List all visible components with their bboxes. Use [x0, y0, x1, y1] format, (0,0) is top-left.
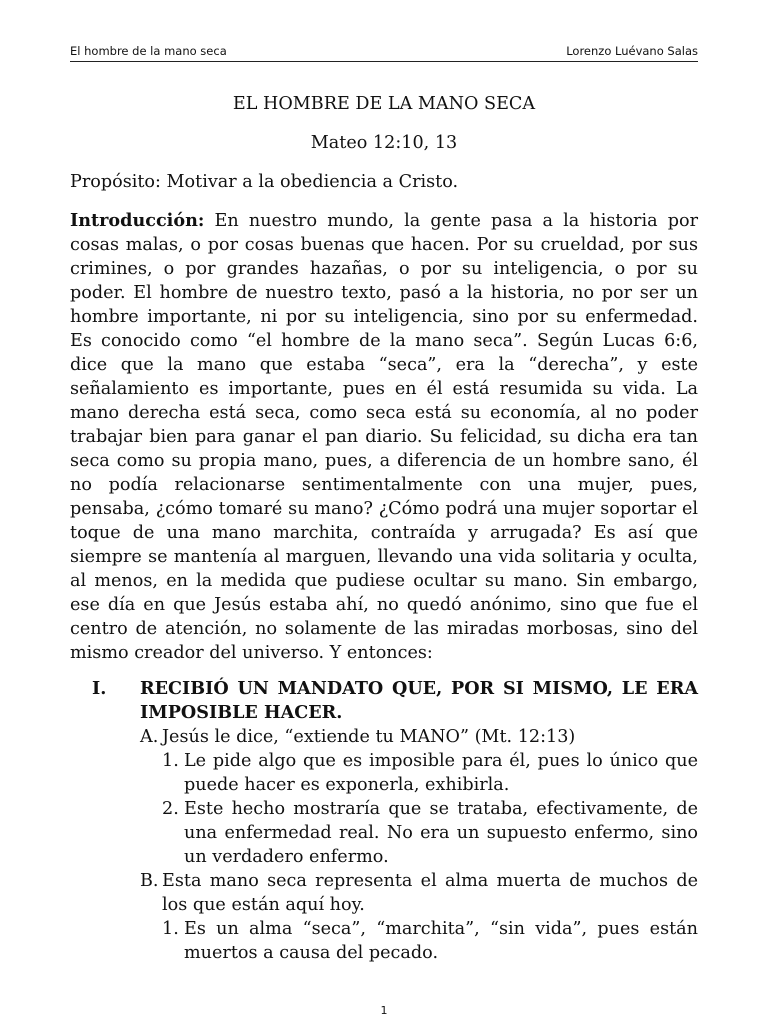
header-author: Lorenzo Luévano Salas — [566, 44, 698, 58]
subpoint-a — [140, 725, 698, 749]
list-item — [162, 749, 698, 797]
introduction-paragraph — [70, 209, 698, 665]
header-doc-title: El hombre de la mano seca — [70, 44, 227, 58]
subpoint-b-text: Esta mano seca representa el alma muerta de muchos de los que están aquí hoy. — [162, 871, 698, 915]
purpose-line: Propósito: Motivar a la obediencia a Cristo. — [70, 172, 459, 192]
intro-label: Introducción: — [70, 210, 205, 231]
subpoint-a-text: Jesús le dice, “extiende tu MANO” (Mt. 12:13) — [162, 727, 576, 747]
item-text: Le pide algo que es imposible para él, pues lo único que puede hacer es exponerla, exhibirla. — [184, 751, 698, 795]
section-number: I. — [92, 678, 107, 699]
scripture-reference: Mateo 12:10, 13 — [310, 133, 458, 153]
subpoint-b-label: B. — [140, 871, 159, 891]
subpoint-a-label: A. — [140, 727, 159, 747]
document-body — [70, 92, 698, 965]
page-number: 1 — [380, 1004, 388, 1017]
list-item — [162, 797, 698, 869]
list-item — [162, 917, 698, 965]
intro-text: En nuestro mundo, la gente pasa a la historia por cosas malas, o por cosas buenas que hacen. Por su crueldad, por sus crimines, o por grandes hazañas, o por su inteligencia, o por su poder. El hombre de nuestro texto, pasó a la historia, no por ser un hombre importante, ni por su inteligencia, sino por su enfermedad. Es conocido como “el hombre de la mano seca”. Según Lucas 6:6, dice que la mano que estaba “seca”, era la “derecha”, y este señalamiento es importante, pues en él está resumida su vida. La mano derecha está seca, como seca está su economía, al no poder trabajar bien para ganar el pan diario. Su felicidad, su dicha era tan seca como su propia mano, pues, a diferencia de un hombre sano, él no podía relacionarse sentimentalmente con una mujer, pues, pensaba, ¿cómo tomaré su mano? ¿Cómo podrá una mujer soportar el toque de una mano marchita, contraída y arrugada? Es así que siempre se mantenía al marguen, llevando una vida solitaria y oculta, al menos, en la medida que pudiese ocultar su mano. Sin embargo, ese día en que Jesús estaba ahí, no quedó anónimo, sino que fue el centro de atención, no solamente de las miradas morbosas, sino del mismo creador del universo. Y entonces: — [70, 211, 698, 663]
subpoint-b — [140, 869, 698, 917]
item-label: 1. — [162, 919, 179, 939]
item-text: Este hecho mostraría que se trataba, efectivamente, de una enfermedad real. No era un supuesto enfermo, sino un verdadero enfermo. — [184, 799, 698, 867]
page-header — [70, 44, 698, 62]
item-text: Es un alma “seca”, “marchita”, “sin vida”, pues están muertos a causa del pecado. — [184, 919, 698, 963]
section-title: RECIBIÓ UN MANDATO QUE, POR SI MISMO, LE ERA IMPOSIBLE HACER. — [140, 678, 698, 723]
item-label: 2. — [162, 799, 179, 819]
document-title: EL HOMBRE DE LA MANO SECA — [232, 94, 536, 114]
section-heading — [70, 677, 698, 725]
item-label: 1. — [162, 751, 179, 771]
